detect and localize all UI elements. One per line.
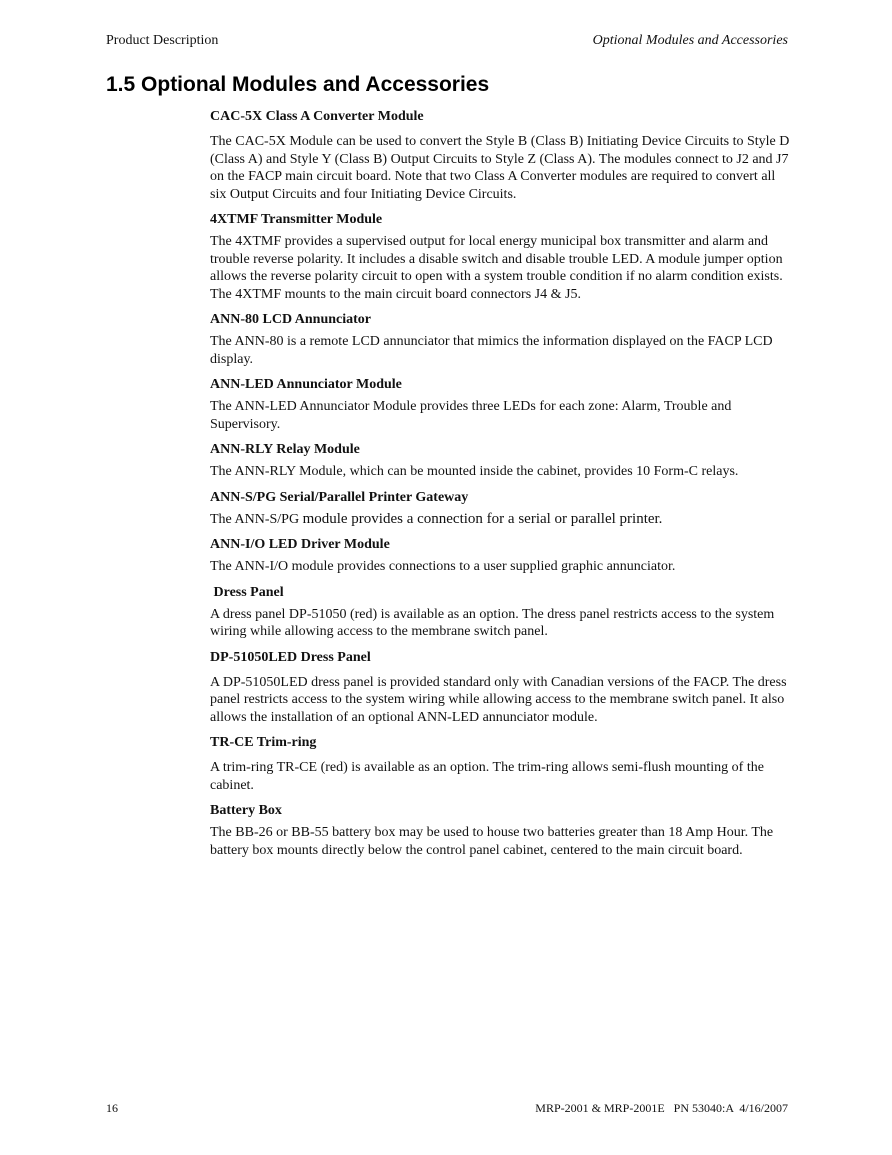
module-heading: ANN-LED Annunciator Module (210, 377, 402, 392)
module-description: A dress panel DP-51050 (red) is available as an option. The dress panel restricts access to the system wiring while allowing access to the membrane switch panel. (210, 606, 775, 639)
module-description: The ANN-80 is a remote LCD annunciator that mimics the information displayed on the FACP LCD display. (210, 334, 773, 367)
module-description: A trim-ring TR-CE (red) is available as an option. The trim-ring allows semi-flush mounting of the cabinet. (210, 760, 764, 793)
module-description: The 4XTMF provides a supervised output for local energy municipal box transmitter and alarm and trouble reverse polarity. It includes a disable switch and disable trouble LED. A module jumper option allows the reverse polarity circuit to open with a system trouble condition if no alarm condition exists. The 4XTMF mounts to the main circuit board connectors J4 & J5. (210, 234, 783, 302)
module-ann-io (210, 536, 792, 576)
module-heading: CAC-5X Class A Converter Module (210, 109, 424, 124)
module-ann-spg (210, 489, 792, 529)
module-heading: TR-CE Trim-ring (210, 735, 317, 750)
section-title: 1.5 Optional Modules and Accessories (106, 73, 490, 96)
running-header-left: Product Description (106, 33, 219, 48)
module-heading: Dress Panel (210, 584, 284, 600)
document-id: MRP-2001 & MRP-2001E PN 53040:A 4/16/2007 (535, 1101, 788, 1115)
module-list (210, 108, 792, 867)
module-heading: ANN-RLY Relay Module (210, 442, 360, 457)
module-description: The BB-26 or BB-55 battery box may be used to house two batteries greater than 18 Amp Hour. The battery box mounts directly below the control panel cabinet, centered to the main circuit board. (210, 825, 774, 858)
module-cac-5x (210, 108, 792, 203)
module-dress-panel (210, 584, 792, 641)
module-battery-box (210, 802, 792, 859)
module-heading: ANN-I/O LED Driver Module (210, 537, 390, 552)
module-ann-rly (210, 441, 792, 481)
module-dp-51050led (210, 649, 792, 727)
module-description: The CAC-5X Module can be used to convert the Style B (Class B) Initiating Device Circuits to Style D (Class A) and Style Y (Class B) Output Circuits to Style Z (Class A). The modules connect to J2 and J7 on the FACP main circuit board. Note that two Class A Converter modules are required to convert all six Output Circuits and four Initiating Device Circuits. (210, 134, 790, 202)
module-description-suffix: module provides a connection for a serial or parallel printer. (302, 510, 663, 527)
module-description (210, 511, 792, 529)
page-number: 16 (106, 1101, 118, 1115)
module-tr-ce (210, 734, 792, 794)
running-header-right: Optional Modules and Accessories (592, 33, 788, 48)
module-description: The ANN-I/O module provides connections to a user supplied graphic annunciator. (210, 559, 676, 574)
module-ann-led (210, 376, 792, 433)
module-4xtmf (210, 211, 792, 303)
module-heading: ANN-S/PG Serial/Parallel Printer Gateway (210, 489, 469, 505)
module-heading: ANN-80 LCD Annunciator (210, 312, 372, 327)
module-description: The ANN-LED Annunciator Module provides three LEDs for each zone: Alarm, Trouble and Supervisory. (210, 399, 732, 432)
module-description: The ANN-RLY Module, which can be mounted inside the cabinet, provides 10 Form-C relays. (210, 464, 739, 479)
module-description-prefix: The ANN-S/PG (210, 511, 303, 527)
module-heading: DP-51050LED Dress Panel (210, 649, 371, 665)
module-heading: 4XTMF Transmitter Module (210, 212, 383, 227)
module-ann-80 (210, 311, 792, 368)
module-description: A DP-51050LED dress panel is provided standard only with Canadian versions of the FACP. The dress panel restricts access to the system wiring while allowing access to the membrane switch panel. It also allows the installation of an optional ANN-LED annunciator module. (210, 674, 787, 725)
module-heading: Battery Box (210, 803, 282, 818)
